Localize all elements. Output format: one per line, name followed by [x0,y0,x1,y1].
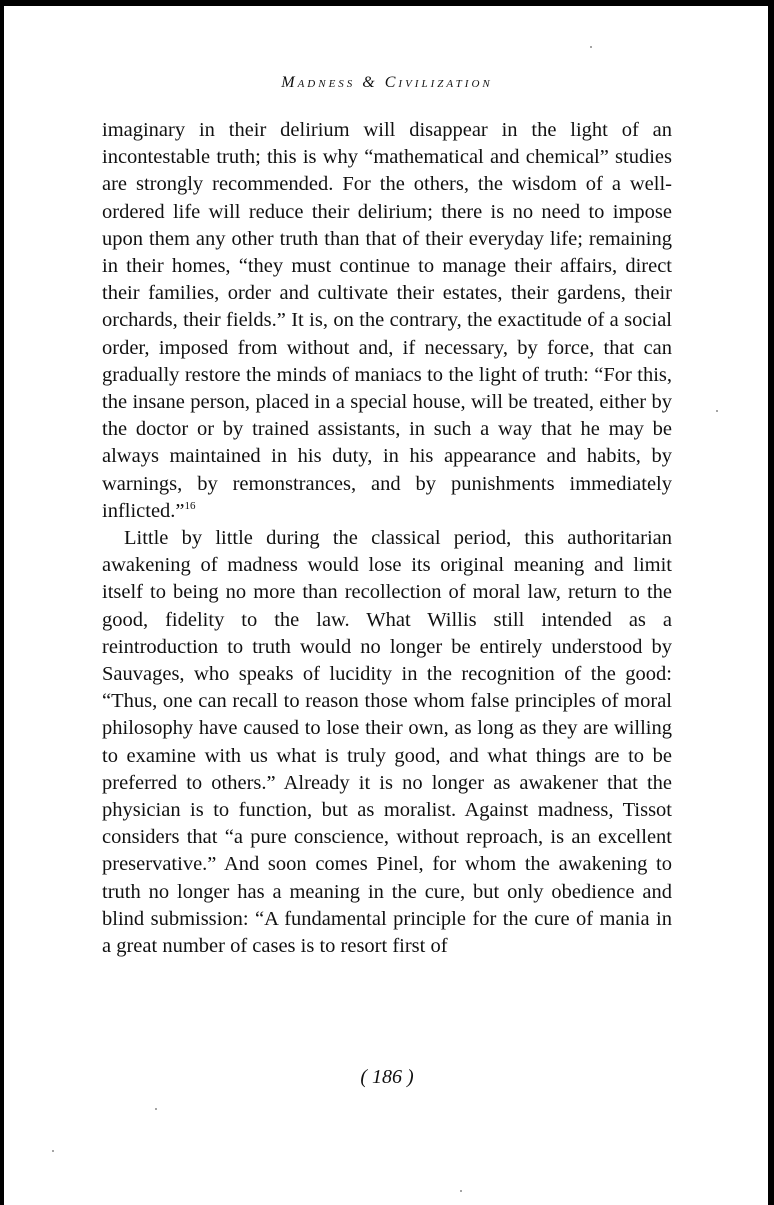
paragraph-1 [102,117,672,525]
paragraph-1-text: imaginary in their delirium will disappear in the light of an incontestable truth; this is why “mathematical and chemical” studies are strongly recommended. For the others, the wisdom of a well-ordered life will reduce their delirium; there is no need to impose upon them any other truth than that of their everyday life; remaining in their homes, “they must continue to manage their affairs, direct their families, order and cultivate their estates, their gardens, their orchards, their fields.” It is, on the contrary, the exactitude of a social order, imposed from without and, if necessary, by force, that can gradually restore the minds of maniacs to the light of truth: “For this, the insane person, placed in a special house, will be treated, either by the doctor or by trained assistants, in such a way that he may be always maintained in his duty, in his appearance and habits, by warnings, by remonstrances, and by punishments immediately inflicted.” [102,119,672,522]
scan-speck [155,1108,157,1110]
scan-speck [460,1190,462,1192]
page-top-border [0,0,774,6]
body-text [102,117,672,960]
page-left-border [0,0,4,1205]
footnote-marker: 16 [184,500,196,513]
paragraph-2-text: Little by little during the classical period, this authoritarian awakening of madness would lose its original meaning and limit itself to being no more than recollection of moral law, return to the good, fidelity to the law. What Willis still intended as a reintroduction to truth would no longer be entirely understood by Sauvages, who speaks of lucidity in the recognition of the good: “Thus, one can recall to reason those whom false principles of moral philosophy have caused to lose their own, as long as they are willing to examine with us what is truly good, and what things are to be preferred to others.” Already it is no longer as awakener that the physician is to function, but as moralist. Against madness, Tissot considers that “a pure conscience, without reproach, is an excellent preservative.” And soon comes Pinel, for whom the awakening to truth no longer has a meaning in the cure, but only obedience and blind submission: “A fundamental principle for the cure of mania in a great number of cases is to resort first of [102,527,672,958]
scan-speck [590,46,592,48]
running-head: Madness & Civilization [281,74,493,91]
page-right-border [768,0,774,1205]
page-number: ( 186 ) [360,1066,414,1088]
scan-speck [52,1150,54,1152]
scan-speck [716,410,718,412]
paragraph-2 [102,525,672,960]
